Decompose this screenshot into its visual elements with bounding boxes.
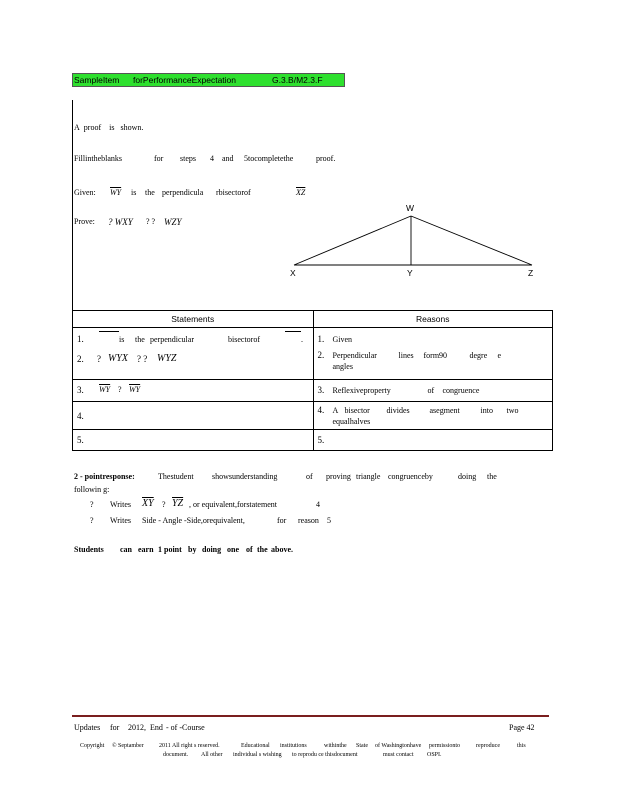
two-point-response: 2 - pointresponse: Thestudent showsunderstanding of proving triangle congruenceby doing the xyxy=(74,472,497,481)
point-label-y: Y xyxy=(407,268,413,278)
segment-wx xyxy=(294,216,411,265)
copyright-line-2: document. All other individual s wishing to reprodu ce thisdocument must contact OSPI. xyxy=(163,752,442,758)
left-margin-rule xyxy=(72,100,73,312)
proof-table xyxy=(72,310,553,451)
statements-header: Statements xyxy=(73,311,314,328)
point-label-x: X xyxy=(290,268,296,278)
statement-cell-5: 5. xyxy=(73,430,314,451)
reason-cell-1-2: 1. Given 2. Perpendicular lines form90 degre e angles xyxy=(313,328,553,380)
response-bullet-2: ? Writes Side - Angle -Side,orequivalent, for reason 5 xyxy=(90,516,331,525)
response-line-2: followin g: xyxy=(74,485,110,494)
reason-cell-3: 3. Reflexiveproperty of congruence xyxy=(313,380,553,402)
response-bullet-1: ? Writes $\overline{XY}$ ? $\overline{YZ}$ , or equivalent,forstatement 4 xyxy=(90,498,320,509)
one-point-response: Students can earn 1 point by doing one of the above. xyxy=(74,545,293,554)
point-label-w: W xyxy=(406,203,415,213)
statement-cell-4: 4. xyxy=(73,402,314,430)
page-number: Page 42 xyxy=(509,723,535,732)
sample-item-banner xyxy=(72,73,345,87)
reason-cell-4: 4. A bisector divides asegment into two equalhalves xyxy=(313,402,553,430)
reasons-header: Reasons xyxy=(313,311,553,328)
intro-line-1: A proof is shown. xyxy=(74,123,144,132)
footer-rule xyxy=(72,715,549,717)
segment-wz xyxy=(411,216,532,265)
blank-segment-overline xyxy=(99,331,119,332)
copyright-line-1: Copyright © Septamber 2011 All right s reserved. Educational institutions withinthe State of Washingtonhave permissionto reproduce this xyxy=(80,743,526,749)
reason-cell-5: 5. xyxy=(313,430,553,451)
triangle-diagram xyxy=(280,198,550,282)
blank-segment-overline-2 xyxy=(285,331,301,332)
statement-cell-1-2: 1. is the perpendicular bisectorof . 2. ? WYX ? ? WYZ xyxy=(73,328,314,380)
statement-cell-3: 3. $\overline{WY}$ ? $\overline{WY}$ xyxy=(73,380,314,402)
performance-expectation-label: forPerformanceExpectation xyxy=(133,75,236,85)
footer-updates: Updates for 2012, End - of -Course xyxy=(74,723,205,732)
standard-code: G.3.B/M2.3.F xyxy=(272,75,323,85)
point-label-z: Z xyxy=(528,268,534,278)
sample-item-label: SampleItem xyxy=(74,75,120,85)
